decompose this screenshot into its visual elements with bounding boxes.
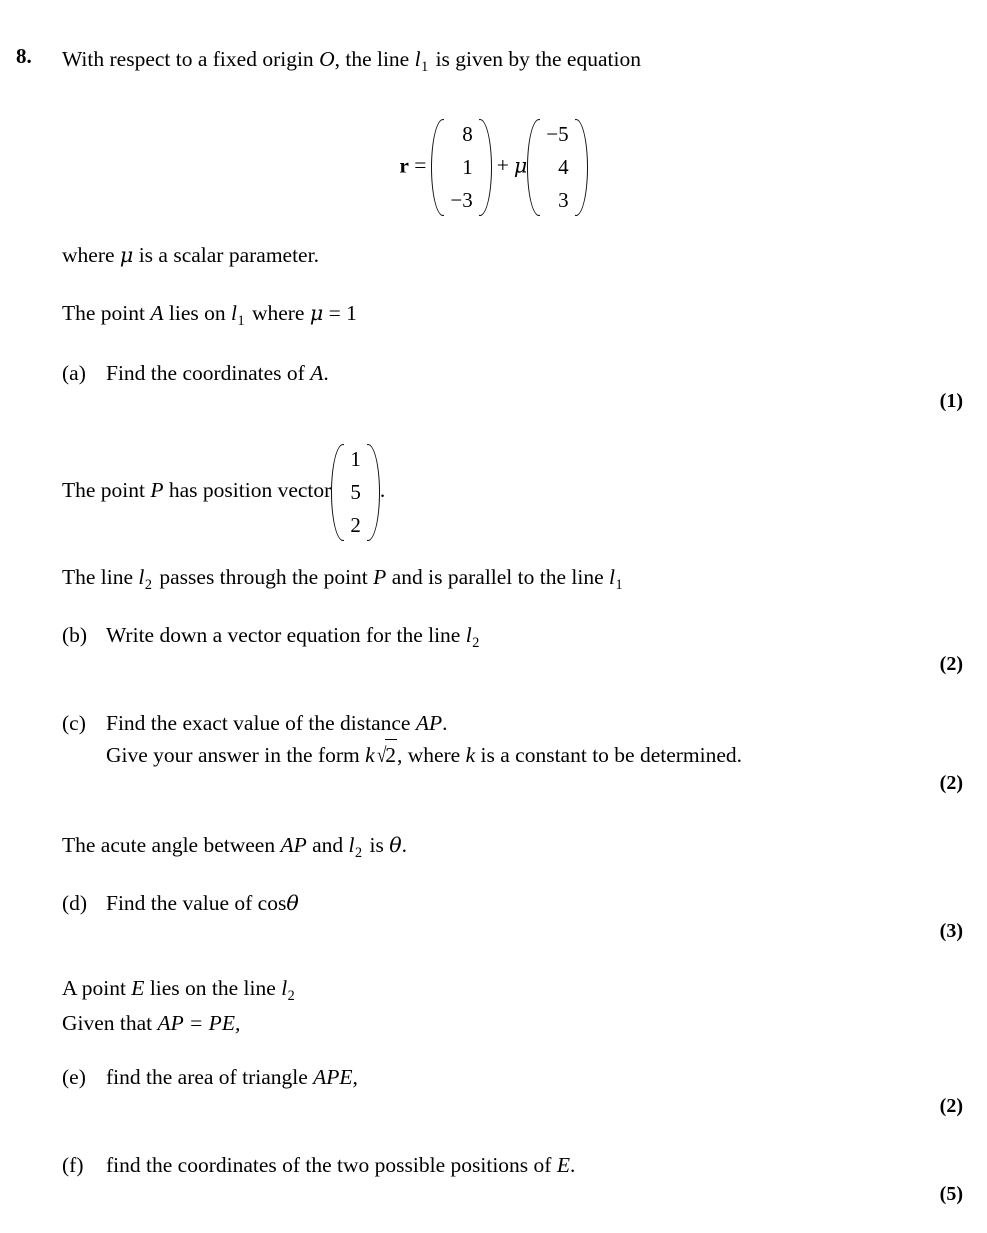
question-stem-text [62,44,641,82]
position-vector-a [431,118,491,217]
point-a-cond-prefix: where [251,301,305,325]
right-paren [479,118,492,217]
vector-component: 4 [558,155,569,179]
part-f [62,1150,575,1181]
part-a-variable: A [310,361,324,385]
line2-def-mid2: and is parallel to the line [391,565,604,589]
equation-plus: + [496,153,509,178]
direction-vector [527,118,587,217]
vector-component: 5 [350,479,361,504]
angle-def-is: is [369,833,384,857]
part-a [62,358,329,389]
point-e-symbol: E [131,976,145,1000]
vector-component: −5 [546,122,569,146]
part-a-text: Find the coordinates of [106,361,305,385]
line2-symbol: $l_2$ [465,623,480,652]
stem-text-part-2: , the line [334,47,410,71]
line2-symbol: $l_2$ [138,565,152,594]
part-e [62,1062,358,1093]
point-e-line-1 [62,976,297,1005]
part-c-line2-post: , where [396,743,461,767]
given-that-prefix: Given that [62,1011,153,1036]
point-p-period: . [379,478,386,502]
line2-symbol: $l_2$ [281,976,295,1005]
point-e-mid: lies on the line [149,976,276,1000]
stem-text-part-1: With respect to a fixed origin [62,47,314,71]
vector-equation [0,118,987,217]
line1-symbol: $l_1$ [231,301,245,330]
theta-symbol: θ [286,891,299,915]
vector-component: 1 [350,446,361,471]
question-number: 8. [16,44,32,68]
part-a-tail: . [323,361,329,385]
line1-symbol: $l_1$ [414,47,429,76]
marks-b: (2) [939,653,963,675]
left-paren [331,443,344,542]
angle-def-mid: and [312,833,344,857]
line2-definition-text [62,562,625,600]
equation-lhs-r: r [399,153,410,178]
vector-component: 3 [558,188,569,212]
radicand: 2 [385,739,397,771]
vector-component: 2 [350,512,361,537]
point-e-symbol: E [556,1153,570,1177]
part-e-tail: , [352,1065,358,1089]
part-c-line2-pre: Give your answer in the form [106,743,360,767]
line2-def-prefix: The line [62,565,134,589]
right-paren [575,118,588,217]
theta-symbol: θ [389,833,402,857]
vector-components [541,118,573,217]
point-p-prefix: The point [62,478,145,502]
point-p-mid: has position vector [168,478,332,502]
part-b-text: Write down a vector equation for the line [106,623,461,647]
mu-symbol: μ [119,243,134,267]
point-a-text [62,298,357,336]
marks-c: (2) [939,772,963,794]
point-a-prefix: The point [62,301,145,325]
part-e-label: (e) [62,1065,86,1089]
part-b-label: (b) [62,623,88,647]
square-root [375,739,397,771]
part-c [62,708,742,771]
constant-k: k [465,743,476,767]
marks-f: (5) [939,1183,963,1205]
cos-function: cos [257,891,287,915]
marks-a: (1) [939,390,963,412]
part-e-text: find the area of triangle [106,1065,308,1089]
part-d [62,888,299,919]
line2-def-mid: passes through the point [159,565,368,589]
part-c-segment: AP [415,711,443,735]
point-p-text [62,440,385,542]
part-a-label: (a) [62,361,86,385]
vector-components [345,443,366,542]
left-paren [527,118,540,217]
position-vector-p [331,443,380,542]
equation-equals: = [414,153,427,178]
right-paren [367,443,380,542]
point-e-prefix: A point [62,976,126,1000]
part-f-text: find the coordinates of the two possible positions of [106,1153,552,1177]
part-c-line1-text: Find the exact value of the distance [106,711,411,735]
scalar-suffix: is a scalar parameter. [138,243,319,267]
part-c-line1-tail: . [442,711,448,735]
equation-parameter-mu: μ [513,153,528,178]
left-paren [431,118,444,217]
point-p-symbol: P [373,565,387,589]
stem-text-part-3: is given by the equation [435,47,641,71]
part-c-line2 [62,739,742,771]
origin-symbol: O [319,47,335,71]
mu-symbol: μ [309,301,324,325]
given-condition: AP = PE, [157,1011,241,1036]
segment-ap: AP [280,833,307,857]
point-e-line-2 [62,1011,240,1035]
radical-sign: √ [376,743,387,767]
part-f-label: (f) [62,1153,84,1177]
part-c-label: (c) [62,711,86,735]
point-a-symbol: A [150,301,164,325]
point-e-text [62,975,297,1037]
point-p-symbol: P [150,478,164,502]
point-a-cond-value: = 1 [328,301,357,325]
marks-d: (3) [939,920,963,942]
vector-component: 8 [462,122,473,146]
part-d-label: (d) [62,891,88,915]
line2-symbol: $l_2$ [348,833,363,862]
part-d-text: Find the value of [106,891,253,915]
scalar-parameter-text [62,240,319,270]
vector-component: −3 [450,188,473,212]
scalar-prefix: where [62,243,115,267]
part-c-line2-tail: is a constant to be determined. [480,743,743,767]
marks-e: (2) [939,1095,963,1117]
point-a-mid: lies on [168,301,226,325]
vector-component: 1 [462,155,473,179]
angle-def-period: . [401,833,408,857]
line1-symbol: $l_1$ [609,565,623,594]
angle-def-prefix: The acute angle between [62,833,276,857]
angle-definition-text [62,830,407,868]
part-f-tail: . [569,1153,576,1177]
vector-components [445,118,477,217]
triangle-ape: APE [313,1065,353,1089]
constant-k: k [365,743,375,767]
